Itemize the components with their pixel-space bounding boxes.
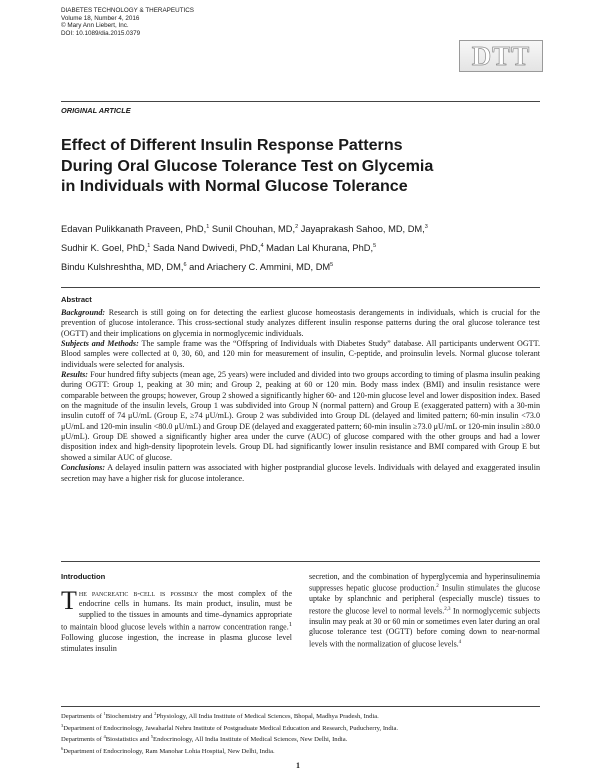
article-title	[61, 135, 541, 197]
abstract-conclusions	[61, 463, 540, 484]
author-name: Edavan Pulikkanath Praveen, PhD,	[61, 224, 207, 235]
affiliation-text: Department of Endocrinology, Jawaharlal Nehru Institute of Postgraduate Medical Education and Research, Puducherry, India.	[63, 724, 399, 732]
affiliation-text: Departments of	[61, 736, 104, 744]
author-affiliation: 4	[260, 243, 264, 250]
affiliation-line	[61, 722, 541, 734]
author-affiliation: 5	[373, 243, 377, 250]
abstract-text: Four hundred fifty subjects (mean age, 25 years) were included and divided into two groups according to timing of plasma insulin peaking during OGTT: Group 1, peaking at 30 min; and Group 2, peaking at 60 or 120 min. Body mass index (BMI) and insulin resistance were comparable between the groups; however, Group 2 showed a significantly higher 60- and 120-min glucose level and lower disposition index. Based on the magnitude of the insulin levels, Group 1 was subdivided into Group N (normal pattern) and Group E (exaggerated pattern) with a 30-min insulin cutoff of 74 μU/mL (Group E, ≥74 μU/mL). Group 2 was subdivided into Group DL (delayed and limited pattern; 60-min insulin <73.0 μU/mL and 120-min insulin <80.0 μU/mL) and Group DE (delayed and exaggerated pattern; 60-min insulin ≥73.0 μU/mL or 120-min insulin ≥80.0 μU/mL). Group DE showed a significantly higher area under the curve (AUC) of glucose compared with the other groups and had a lower disposition index and high-density lipoprotein levels. Group DL had significantly lower insulin resistance and BMI compared with Group E but showed a similar AUC of glucose.	[61, 370, 540, 462]
abstract-body	[61, 308, 540, 484]
citation: 2,3	[444, 606, 451, 612]
header-divider	[61, 101, 540, 102]
abstract-heading: Abstract	[61, 295, 92, 304]
affiliation-number: 3	[61, 722, 64, 728]
journal-meta	[61, 7, 194, 37]
affiliation-number: 1	[103, 711, 106, 716]
affiliation-text: Endocrinology, All India Institute of Medical Sciences, New Delhi, India.	[153, 736, 348, 744]
abstract-text: A delayed insulin pattern was associated with higher postprandial glucose levels. Individuals with delayed and exaggerated insulin secretion may have a higher risk for glucose intolerance.	[61, 463, 540, 483]
citation: 4	[458, 639, 462, 645]
author-list	[61, 219, 541, 276]
journal-copyright: © Mary Ann Liebert, Inc.	[61, 22, 129, 30]
author-affiliation: 1	[206, 224, 210, 230]
body-text: the most complex of the endocrine cells in humans. Its main product, insulin, must be supplied to the tissues in amounts and time–dynamics appropriate to maintain blood glucose levels within a narrow concentration range.	[61, 589, 293, 632]
abstract-label: Subjects and Methods:	[61, 339, 139, 349]
intro-paragraph	[61, 586, 293, 654]
author-affiliation: 3	[424, 224, 428, 230]
author-line	[61, 238, 541, 257]
page-number: 1	[296, 761, 300, 770]
smallcaps-lead: he pancreatic β-cell is possibly	[78, 589, 199, 598]
affiliation-text: Biostatistics and	[105, 736, 151, 744]
affiliation-text: Department of Endocrinology, Ram Manohar Lohia Hospital, New Delhi, India.	[63, 748, 275, 756]
body-text: secretion, and the combination of hyperglycemia and hyperinsulinemia suppresses hepatic glucose production.	[309, 572, 540, 594]
affiliation-text: Biochemistry and	[105, 713, 155, 721]
title-line: in Individuals with Normal Glucose Tolerance	[61, 177, 408, 195]
author-name: Sudhir K. Goel, PhD,	[61, 243, 148, 254]
title-line: During Oral Glucose Tolerance Test on Glycemia	[61, 156, 434, 175]
affiliation-number: 5	[150, 734, 154, 740]
affiliation-number: 2	[154, 711, 157, 716]
abstract-background	[61, 308, 540, 339]
affiliations	[61, 710, 541, 757]
footnote-divider	[61, 706, 540, 707]
author-name: Madan Lal Khurana, PhD,	[266, 243, 374, 254]
author-name: Sada Nand Dwivedi, PhD,	[152, 243, 261, 254]
affiliation-line	[61, 745, 541, 757]
author-affiliation: 5	[330, 262, 334, 269]
abstract-text: Research is still going on for detecting the earliest glucose homeostasis derangements in individuals, which is crucial for the prevention of glucose intolerance. This cross-sectional study analyzes different insulin response patterns during the oral glucose tolerance test (OGTT) and their implications on glycemia in normoglycemic individuals.	[61, 308, 540, 338]
affiliation-text: Departments of	[61, 713, 104, 721]
journal-name: DIABETES TECHNOLOGY & THERAPEUTICS	[61, 7, 194, 14]
drop-cap: T	[61, 586, 77, 615]
affiliation-number: 4	[103, 734, 106, 740]
author-name: Bindu Kulshreshtha, MD, DM,	[61, 262, 184, 273]
journal-doi: DOI: 10.1089/dia.2015.0379	[61, 29, 141, 37]
affiliation-number: 6	[61, 746, 64, 752]
abstract-methods	[61, 339, 540, 370]
author-affiliation: 2	[295, 224, 299, 230]
journal-logo	[459, 40, 543, 72]
citation: 2	[436, 584, 439, 590]
body-text: In normoglycemic subjects insulin may peak at 30 or 60 min or sometimes even later during an oral glucose tolerance test (OGTT) before coming down to near-normal levels with the normalization of glucose levels.	[309, 606, 541, 649]
citation: 1	[288, 621, 292, 629]
abstract-results	[61, 370, 540, 463]
author-name: Jayaprakash Sahoo, MD, DM,	[300, 224, 425, 235]
journal-volume: Volume 18, Number 4, 2016	[61, 14, 140, 22]
author-name: and Ariachery C. Ammini, MD, DM	[189, 262, 331, 273]
body-text: Insulin stimulates the glucose uptake by splanchnic and peripheral (especially muscle) tissues to restore the glucose level to normal levels.	[309, 584, 540, 616]
author-affiliation: 6	[183, 262, 187, 269]
abstract-label: Background:	[61, 308, 106, 317]
intro-paragraph	[309, 572, 540, 650]
author-affiliation: 1	[147, 243, 151, 250]
title-line: Effect of Different Insulin Response Patterns	[61, 136, 403, 154]
author-name: Sunil Chouhan, MD,	[211, 224, 296, 235]
body-column-right	[309, 572, 540, 650]
author-line	[61, 219, 541, 238]
introduction-heading: Introduction	[61, 572, 106, 581]
abstract-label: Results:	[61, 370, 88, 380]
abstract-label: Conclusions:	[61, 463, 106, 473]
affiliation-line	[61, 733, 541, 745]
affiliation-text: Physiology, All India Institute of Medical Sciences, Bhopal, Madhya Pradesh, India.	[156, 713, 379, 721]
journal-logo-text: DTT	[471, 40, 531, 71]
body-text: Following glucose ingestion, the increase in plasma glucose level stimulates insulin	[61, 633, 292, 653]
abstract-end-divider	[61, 561, 540, 562]
body-column-left	[61, 586, 293, 654]
abstract-text: The sample frame was the “Offspring of Individuals with Diabetes Study” database. All participants underwent OGTT. Blood samples were collected at 0, 30, 60, and 120 min for measurement of insulin, C-peptide, and proinsulin levels. Normal glucose tolerant individuals were selected for analysis.	[61, 339, 540, 369]
abstract-divider	[61, 287, 540, 288]
affiliation-line	[61, 710, 541, 722]
article-type: ORIGINAL ARTICLE	[61, 106, 131, 115]
author-line	[61, 257, 541, 276]
